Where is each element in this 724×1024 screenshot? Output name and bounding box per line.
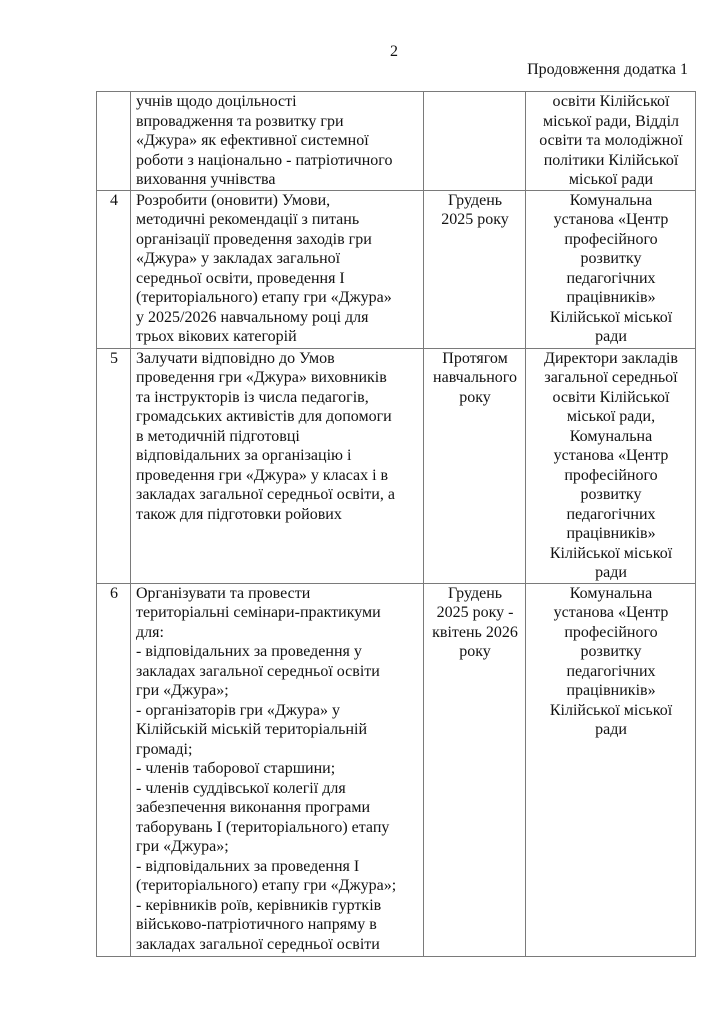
table-row xyxy=(97,92,696,191)
responsible-line: Комунальна xyxy=(569,427,653,445)
action-plan-table xyxy=(96,91,696,957)
activity-line: проведення гри «Джура» у класах і в xyxy=(136,466,389,484)
responsible-cell xyxy=(526,348,696,583)
activity-line: таборувань І (територіального) етапу xyxy=(136,818,390,836)
activity-line: методичні рекомендації з питань xyxy=(136,211,360,228)
responsible-line: установа «Центр xyxy=(553,447,669,464)
activity-line: закладах загальної середньої освіти, а xyxy=(136,486,395,503)
activity-line: в методичній підготовці xyxy=(136,427,300,445)
activity-line: Організувати та провести xyxy=(136,584,311,602)
activity-line: громадських активістів для допомоги xyxy=(136,408,392,425)
responsible-line: установа «Центр xyxy=(553,604,669,621)
activity-line: та інструкторів із числа педагогів, xyxy=(136,388,369,406)
activity-line: Розробити (оновити) Умови, xyxy=(136,191,331,209)
activity-line: Кілійській міській територіальній xyxy=(136,721,368,738)
responsible-line: педагогічних xyxy=(566,269,656,287)
activity-line: - відповідальних за проведення І xyxy=(136,857,360,875)
responsible-cell xyxy=(526,190,696,348)
responsible-cell xyxy=(526,92,696,191)
responsible-line: Директори закладів xyxy=(544,349,678,367)
responsible-line: ради xyxy=(595,564,627,581)
row-number-cell xyxy=(97,190,131,348)
activity-line: гри «Джура»; xyxy=(136,682,229,699)
activity-line: «Джура» як ефективної системної xyxy=(136,132,369,149)
term-line: 2025 року xyxy=(441,211,509,228)
activity-line: учнів щодо доцільності xyxy=(136,93,297,110)
activity-cell xyxy=(131,583,424,956)
row-number-cell xyxy=(97,92,131,191)
term-cell xyxy=(424,92,526,191)
table-row xyxy=(97,583,696,956)
activity-line: - членів таборової старшини; xyxy=(136,760,336,777)
responsible-line: Комунальна xyxy=(569,584,653,602)
activity-line: громаді; xyxy=(136,740,193,758)
responsible-line: ради xyxy=(595,721,627,738)
activity-line: Залучати відповідно до Умов xyxy=(136,349,335,367)
activity-line: гри «Джура»; xyxy=(136,838,229,855)
activity-line: (територіального) етапу гри «Джура» xyxy=(136,289,392,306)
responsible-line: професійного xyxy=(564,623,658,641)
responsible-line: працівників» xyxy=(566,682,656,699)
responsible-line: розвитку xyxy=(580,250,642,267)
responsible-line: міської ради xyxy=(568,171,654,188)
responsible-line: педагогічних xyxy=(566,505,656,523)
responsible-line: професійного xyxy=(564,230,658,248)
activity-line: (територіального) етапу гри «Джура»; xyxy=(136,877,397,894)
activity-line: «Джура» у закладах загальної xyxy=(136,250,341,267)
responsible-line: Комунальна xyxy=(569,191,653,209)
term-line: навчального xyxy=(433,369,517,386)
responsible-line: розвитку xyxy=(580,486,642,503)
term-cell xyxy=(424,348,526,583)
activity-cell xyxy=(131,92,424,191)
activity-line: впровадження та розвитку гри xyxy=(136,112,344,130)
row-number: 4 xyxy=(110,191,118,209)
term-line: 2025 року - xyxy=(436,604,514,621)
responsible-line: установа «Центр xyxy=(553,211,669,228)
activity-line: середньої освіти, проведення І xyxy=(136,269,345,287)
activity-line: трьох вікових категорій xyxy=(136,328,297,345)
responsible-line: освіти та молодіжної xyxy=(539,132,683,149)
responsible-line: Кілійської міської xyxy=(549,308,673,326)
activity-cell xyxy=(131,348,424,583)
responsible-line: працівників» xyxy=(566,525,656,542)
responsible-line: розвитку xyxy=(580,643,642,660)
row-number-cell xyxy=(97,348,131,583)
responsible-line: загальної середньої xyxy=(544,369,678,386)
activity-line: забезпечення виконання програми xyxy=(136,799,371,816)
activity-cell xyxy=(131,190,424,348)
activity-line: організації проведення заходів гри xyxy=(136,230,372,248)
term-cell xyxy=(424,583,526,956)
activity-line: відповідальних за організацію і xyxy=(136,447,352,464)
activity-line: військово-патріотичного напряму в xyxy=(136,916,377,933)
responsible-line: освіти Кілійської xyxy=(552,93,670,110)
term-line: Грудень xyxy=(447,191,503,209)
activity-line: у 2025/2026 навчальному році для xyxy=(136,308,369,326)
activity-line: територіальні семінари-практикуми xyxy=(136,604,381,621)
responsible-line: міської ради, xyxy=(566,408,656,425)
activity-line: також для підготовки ройових xyxy=(136,505,342,523)
row-number-cell xyxy=(97,583,131,956)
activity-line: проведення гри «Джура» виховників xyxy=(136,369,387,386)
term-line: квітень 2026 xyxy=(432,623,518,641)
responsible-line: працівників» xyxy=(566,289,656,306)
row-number: 6 xyxy=(110,584,118,602)
term-cell xyxy=(424,190,526,348)
term-line: року xyxy=(459,388,491,406)
responsible-line: Кілійської міської xyxy=(549,544,673,562)
term-line: Протягом xyxy=(442,349,508,367)
term-line: року xyxy=(459,643,491,660)
row-number: 5 xyxy=(110,349,118,367)
activity-line: - керівників роїв, керівників гуртків xyxy=(136,896,382,914)
activity-line: роботи з національно - патріотичного xyxy=(136,151,393,169)
table-row xyxy=(97,348,696,583)
page-number: 2 xyxy=(390,43,398,60)
activity-line: - організаторів гри «Джура» у xyxy=(136,701,340,719)
responsible-line: Кілійської міської xyxy=(549,701,673,719)
responsible-line: освіти Кілійської xyxy=(552,388,670,406)
responsible-line: політики Кілійської xyxy=(543,151,679,169)
continuation-label: Продовження додатка 1 xyxy=(527,61,688,78)
activity-line: закладах загальної середньої освіти xyxy=(136,935,380,953)
responsible-line: професійного xyxy=(564,466,658,484)
activity-line: виховання учнівства xyxy=(136,171,276,188)
activity-line: закладах загальної середньої освіти xyxy=(136,662,380,680)
activity-line: для: xyxy=(136,623,164,641)
responsible-cell xyxy=(526,583,696,956)
activity-line: - відповідальних за проведення у xyxy=(136,643,362,660)
table-row xyxy=(97,190,696,348)
activity-line: - членів суддівської колегії для xyxy=(136,779,346,797)
responsible-line: педагогічних xyxy=(566,662,656,680)
responsible-line: міської ради, Відділ xyxy=(542,112,679,130)
term-line: Грудень xyxy=(447,584,503,602)
responsible-line: ради xyxy=(595,328,627,345)
